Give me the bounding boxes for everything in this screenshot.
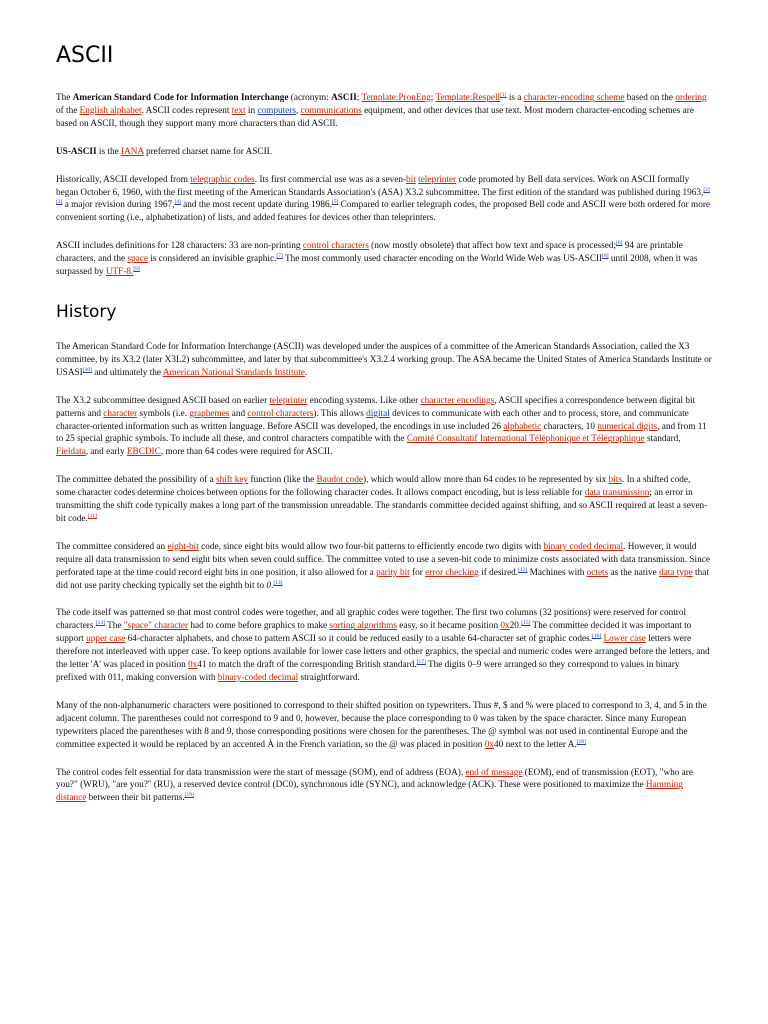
paragraph [56,700,712,752]
text-run: The X3.2 subcommittee designed ASCII based on earlier [56,395,270,406]
wiki-link-missing[interactable]: 0x [500,621,510,632]
wiki-link-missing[interactable]: control characters [302,241,369,252]
page-title: ASCII [56,43,114,68]
bold-text: US-ASCII [56,146,97,157]
text-run: The digits 0–9 were arranged so they correspond to values in binary prefixed with 011, making conversion with [56,660,680,683]
wiki-link-missing[interactable]: ordering [675,93,707,103]
text-run: The committee considered an [56,541,168,552]
text-run: straightforward. [298,673,360,683]
text-run: ASCII includes definitions for 128 characters: 33 are non-printing [56,241,303,252]
citation [273,580,282,586]
paragraph [56,92,712,131]
wiki-link-missing[interactable]: end of message [465,767,523,778]
section-heading-history: History [56,301,117,322]
wiki-link-missing[interactable]: teleprinter [269,395,308,406]
text-run: code promoted by Bell data services. Work on ASCII formally began October 6, 1960, with the first meeting of the American Standards Association's (ASA) X3.2 subcommittee. The first edition of the standard was published during 1963, [56,174,704,198]
wiki-link-missing[interactable]: numerical digits [597,421,658,432]
text-run: The committee debated the possibility of a [56,475,217,486]
text-run: a major revision during 1967, [62,200,175,211]
wiki-link-missing[interactable]: error checking [425,567,479,578]
citation-link[interactable]: [1] [500,92,507,98]
paragraph [56,474,712,526]
italic-text: 0 [266,580,272,591]
wiki-link-missing[interactable]: eight-bit [167,541,199,552]
text-run: ; [356,93,362,103]
wiki-link-missing[interactable]: binary coded decimal [543,541,624,552]
wiki-link-missing[interactable]: graphemes [189,408,230,419]
wiki-link-missing[interactable]: sorting algorithms [329,621,397,632]
text-run: letters were therefore not interleaved with upper case. To keep options available for lower case letters and other graphics, the special and numeric codes were arranged before the letters, and the letter 'A' was placed in position [56,634,710,671]
citation [577,739,586,745]
citation-link[interactable]: [9] [133,266,140,273]
paragraph [56,240,712,279]
citation [83,367,92,373]
text-run: encoding systems. Like other [307,395,421,406]
paragraph [56,341,712,380]
text-run: if desired. [478,567,519,578]
text-run: in [245,105,258,116]
citation-link[interactable]: [19] [184,792,194,799]
text-run: is considered an invisible graphic. [147,254,277,265]
citation-link[interactable]: [8] [602,253,609,260]
text-run: , more than 64 codes were required for ASCII. [160,447,333,458]
paragraph [56,767,712,806]
text-run: devices to communicate with each other and to process, store, and communicate character-oriented information such as written language. Before ASCII was developed, the encodings in use included 26 [56,408,689,432]
citation [592,633,601,639]
text-run: . Its first commercial use was as a seven- [254,174,407,185]
text-run: ), which would allow more than 64 codes to be represented by six [363,475,609,486]
wiki-link-missing[interactable]: EBCDIC [126,447,161,458]
citation-link[interactable]: [13] [273,579,283,586]
text-run: ). This allows [313,408,367,419]
text-run: based on the [624,93,676,103]
wiki-link-missing[interactable]: bit [406,174,416,185]
text-run: and the most recent update during 1986. [180,200,332,211]
text-run: , ASCII specifies a correspondence between digital bit patterns and [56,395,696,419]
wiki-link-missing[interactable]: Template:Respell [435,93,501,103]
text-run: is the [96,146,122,157]
wiki-link-missing[interactable]: "space" character [123,621,189,632]
text-run: characters, 10 [541,421,598,432]
text-run: The control codes felt essential for data transmission were the start of message (SOM), end of address (EOA), [56,767,466,778]
wiki-link-missing[interactable]: American National Standards Institute [162,367,305,378]
text-run: symbols (i.e. [137,408,190,419]
text-run: preferred charset name for ASCII. [143,146,273,157]
text-run: , [295,105,301,116]
citation [185,792,194,798]
text-run: 64-character alphabets, and chose to pattern ASCII so it could be reduced easily to a usable 64-character set of graphic codes. [125,634,593,645]
citation-link[interactable]: [2][3] [56,186,710,206]
text-run: (acronym: [288,93,332,103]
text-run: and ultimately the [91,367,163,378]
wiki-link[interactable]: digital [366,408,390,419]
text-run: The code itself was patterned so that most control codes were together, and all graphic codes were together. The first two columns (32 positions) were reserved for control characters. [56,608,687,632]
paragraph [56,395,712,460]
citation-link[interactable]: [18] [576,738,586,745]
text-run: ; [430,93,436,103]
citation-link[interactable]: [16] [592,633,602,640]
wiki-link-missing[interactable]: Hamming distance [56,780,683,804]
wiki-link-missing[interactable]: character [103,408,138,419]
citation-link[interactable]: [14] [95,620,105,627]
wiki-link-missing[interactable]: Lower case [603,634,646,645]
text-run: had to come before graphics to make [188,621,330,632]
wiki-link-missing[interactable]: text [231,105,246,116]
wiki-link-missing[interactable]: IANA [121,146,144,157]
text-run: , and from 11 to 25 special graphic symbols. To include all these, and control characters compatible with the [56,421,707,445]
paragraph [56,541,712,593]
citation-link[interactable]: [7] [276,253,283,260]
text-run: . [304,367,308,378]
citation-link[interactable]: [6] [616,240,623,247]
wiki-link-missing[interactable]: bits [608,475,622,486]
paragraph [56,174,712,226]
wiki-link-missing[interactable]: control characters [247,408,314,419]
text-run: . [271,580,274,591]
wiki-link-missing[interactable]: 0x [484,739,494,750]
citation-link[interactable]: [4] [174,199,181,206]
citation [88,513,97,519]
text-run: is a [506,93,524,103]
text-run: 41 to match the draft of the corresponding British standard. [197,660,417,671]
citation-link[interactable]: [10] [82,366,92,373]
text-run: standard, [644,434,681,445]
text-run: 94 are printable characters, and the [56,241,683,265]
text-run: as the native [608,567,660,578]
text-run: function (like the [248,475,317,486]
wiki-link-missing[interactable]: data transmission [584,488,650,499]
wiki-link-missing[interactable]: 0x [188,660,198,671]
bold-text: ASCII [331,93,357,103]
wiki-link-missing[interactable]: character encodings [420,395,495,406]
wiki-link-missing[interactable]: binary-coded decimal [217,673,299,683]
text-run: Historically, ASCII developed from [56,174,191,185]
text-run: . However, it would require all data transmission to send eight bits when seven could suffice. The committee voted to use a seven-bit code to minimize costs associated with data transmission. Since perforated tape at the time could record eight bits in one position, it also allowed for a [56,541,710,578]
text-run: ; an error in transmitting the shift code typically makes a long part of the transmission unreadable. The standards committee decided against shifting, and so ASCII required at least a seven-bit code. [56,488,708,524]
wiki-link-missing[interactable]: character-encoding scheme [523,93,625,103]
text-run: equipment, and other devices that use text. Most modern character-encoding schemes are based on ASCII, though they support many more characters than did ASCII. [56,105,694,129]
citation [518,567,527,573]
citation-link[interactable]: [15] [521,620,531,627]
bold-text: American Standard Code for Information Interchange [72,93,289,103]
wiki-link-missing[interactable]: alphabetic [503,421,542,432]
wiki-link[interactable]: computers [257,105,296,116]
wiki-link-missing[interactable]: Template:PronEng [361,93,431,103]
text-run: . In a shifted code, some character codes determine choices between options for the following character codes. It allows compact encoding, but is less reliable for [56,475,691,499]
wiki-link-missing[interactable]: upper case [86,634,126,645]
citation [133,266,139,272]
paragraph [56,607,712,684]
citation-link[interactable]: [11] [87,512,97,519]
text-run: and [229,408,248,419]
wiki-link-missing[interactable]: parity bit [376,567,410,578]
wiki-link-missing[interactable]: communications [300,105,362,116]
paragraph [56,146,712,159]
text-run: The [56,93,73,103]
citation-link[interactable]: [17] [416,659,426,666]
text-run: (EOM), end of transmission (EOT), "who are you?" (WRU), "are you?" (RU), a reserved device control (DC0), synchronous idle (SYNC), and acknowledge (ACK). These were positioned to maximize the [56,767,693,791]
citation-link[interactable]: [12] [518,566,528,573]
text-run: Many of the non-alphanumeric characters were positioned to correspond to their shifted position on typewriters. Thus #, $ and % were placed to correspond to 3, 4, and 5 in the adjacent column. The parentheses could not correspond to 9 and 0, however, because the place corresponding to 0 was taken by the space character. Since many European typewriters placed the parentheses with 8 and 9, those corresponding positions were chosen for the parentheses. The @ symbol was not used in continental Europe and the committee expected it would be replaced by an accented À in the French variation, so the @ was placed in position [56,700,707,750]
text-run: Machines with [527,567,587,578]
text-run: (now mostly obsolete) that affect how text and space is processed; [368,241,617,252]
text-run: easy, so it became position [396,621,501,632]
text-run: . ASCII codes represent [141,105,232,116]
text-run: The American Standard Code for Information Interchange (ASCII) was developed under the auspices of a committee of the American Standards Association, called the X3 committee, by its X3.2 (later X3L2) subcommittee, and later by that subcommittee's X3.2.4 working group. The ASA became the United States of America Standards Institute or USASI [56,341,712,378]
wiki-link-missing[interactable]: teleprinter [418,174,457,185]
text-run: until 2008, when it was surpassed by [56,254,698,278]
wiki-link-missing[interactable]: telegraphic codes [190,174,255,185]
text-run: 40 next to the letter A. [494,739,577,750]
text-run: , and early [85,447,127,458]
text-run: code, since eight bits would allow two four-bit patterns to efficiently encode two digits with [198,541,544,552]
text-run: 20. [509,621,522,632]
wiki-link-missing[interactable]: data type [659,567,693,578]
text-run: between their bit patterns. [86,793,185,804]
wiki-link-missing[interactable]: Fieldata [56,447,86,458]
wiki-link-missing[interactable]: UTF-8 [105,267,132,278]
wiki-link-missing[interactable]: English alphabet [79,105,142,116]
text-run: The most commonly used character encoding on the World Wide Web was US-ASCII [282,254,603,265]
wiki-link-missing[interactable]: Comité Consultatif International Téléphonique et Télégraphique [406,434,645,445]
text-run: that did not use parity checking typically set the eighth bit to [56,567,709,591]
text-run: for [409,567,426,578]
wiki-link-missing[interactable]: Baudot code [316,475,363,486]
wiki-link-missing[interactable]: shift key [216,475,249,486]
citation [96,620,105,626]
citation-link[interactable]: [5] [331,199,339,206]
wiki-link-missing[interactable]: space [127,254,148,265]
text-run: The [104,621,124,632]
text-run: Compared to earlier telegraph codes, the proposed Bell code and ASCII were both ordered for more convenient sorting (i.e., alphabetization) of lists, and added features for devices other than teleprinters. [56,200,710,224]
citation [417,659,426,665]
text-run: of the [56,105,80,116]
text-run: The committee decided it was important to support [56,621,692,645]
wiki-link-missing[interactable]: . [131,267,134,278]
wiki-link-missing[interactable]: octets [586,567,609,578]
